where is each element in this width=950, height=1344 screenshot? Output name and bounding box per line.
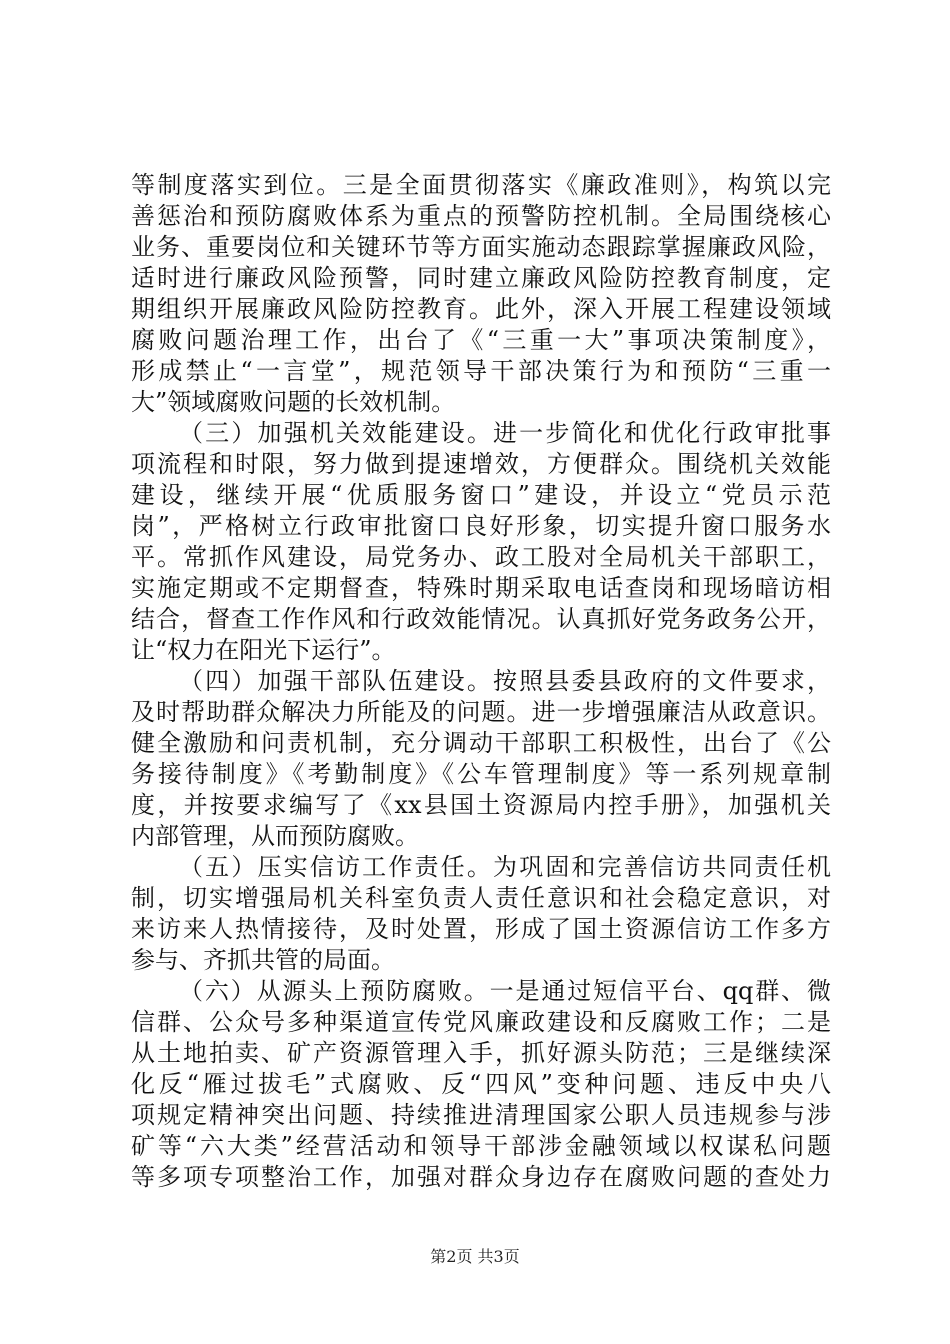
text-line: 大”领域腐败问题的长效机制。 bbox=[131, 388, 456, 416]
text-line: 来访来人热情接待，及时处置，形成了国土资源信访工作多方 bbox=[131, 915, 831, 943]
text-line: 让“权力在阳光下运行”。 bbox=[131, 636, 396, 664]
text-line: 内部管理，从而预防腐败。 bbox=[131, 822, 419, 850]
text-line: 建设，继续开展“优质服务窗口”建设，并设立“党员示范 bbox=[131, 481, 831, 509]
text-line: 信群、公众号多种渠道宣传党风廉政建设和反腐败工作；二是 bbox=[131, 1008, 831, 1036]
document-body bbox=[131, 170, 831, 1193]
page-number-footer: 第2页 共3页 bbox=[430, 1247, 520, 1266]
text-line: 等制度落实到位。三是全面贯彻落实《廉政准则》，构筑以完 bbox=[131, 171, 831, 199]
text-line: 业务、重要岗位和关键环节等方面实施动态跟踪掌握廉政风险， bbox=[131, 233, 831, 261]
text-line: （六）从源头上预防腐败。一是通过短信平台、qq群、微 bbox=[179, 977, 831, 1005]
text-line: 从土地拍卖、矿产资源管理入手，抓好源头防范；三是继续深 bbox=[131, 1039, 831, 1067]
text-line: 岗”，严格树立行政审批窗口良好形象，切实提升窗口服务水 bbox=[131, 512, 831, 540]
text-line: 参与、齐抓共管的局面。 bbox=[131, 946, 395, 974]
text-line: 实施定期或不定期督查，特殊时期采取电话查岗和现场暗访相 bbox=[131, 574, 831, 602]
text-line: 期组织开展廉政风险防控教育。此外，深入开展工程建设领域 bbox=[131, 295, 831, 323]
text-line: 及时帮助群众解决力所能及的问题。进一步增强廉洁从政意识。 bbox=[131, 698, 831, 726]
text-line: 适时进行廉政风险预警，同时建立廉政风险防控教育制度，定 bbox=[131, 264, 831, 292]
text-line: 度，并按要求编写了《xx县国土资源局内控手册》，加强机关 bbox=[131, 791, 831, 819]
text-line: 形成禁止“一言堂”，规范领导干部决策行为和预防“三重一 bbox=[131, 357, 831, 385]
text-line: 善惩治和预防腐败体系为重点的预警防控机制。全局围绕核心 bbox=[131, 202, 831, 230]
text-line: 平。常抓作风建设，局党务办、政工股对全局机关干部职工， bbox=[131, 543, 831, 571]
text-line: 项流程和时限，努力做到提速增效，方便群众。围绕机关效能 bbox=[131, 450, 831, 478]
text-line: 制，切实增强局机关科室负责人责任意识和社会稳定意识，对 bbox=[131, 884, 831, 912]
text-line: 矿等“六大类”经营活动和领导干部涉金融领域以权谋私问题 bbox=[131, 1132, 831, 1160]
text-line: 等多项专项整治工作，加强对群众身边存在腐败问题的查处力 bbox=[131, 1163, 831, 1191]
text-line: 结合，督查工作作风和行政效能情况。认真抓好党务政务公开， bbox=[131, 605, 831, 633]
text-line: （四）加强干部队伍建设。按照县委县政府的文件要求， bbox=[179, 667, 831, 695]
text-line: 化反“雁过拔毛”式腐败、反“四风”变种问题、违反中央八 bbox=[131, 1070, 831, 1098]
text-line: 健全激励和问责机制，充分调动干部职工积极性，出台了《公 bbox=[131, 729, 831, 757]
text-line: 项规定精神突出问题、持续推进清理国家公职人员违规参与涉 bbox=[131, 1101, 831, 1129]
text-line: 腐败问题治理工作，出台了《“三重一大”事项决策制度》， bbox=[131, 326, 831, 354]
text-line: 务接待制度》《考勤制度》《公车管理制度》等一系列规章制 bbox=[131, 760, 831, 788]
text-line: （三）加强机关效能建设。进一步简化和优化行政审批事 bbox=[179, 419, 831, 447]
text-line: （五）压实信访工作责任。为巩固和完善信访共同责任机 bbox=[179, 853, 831, 881]
